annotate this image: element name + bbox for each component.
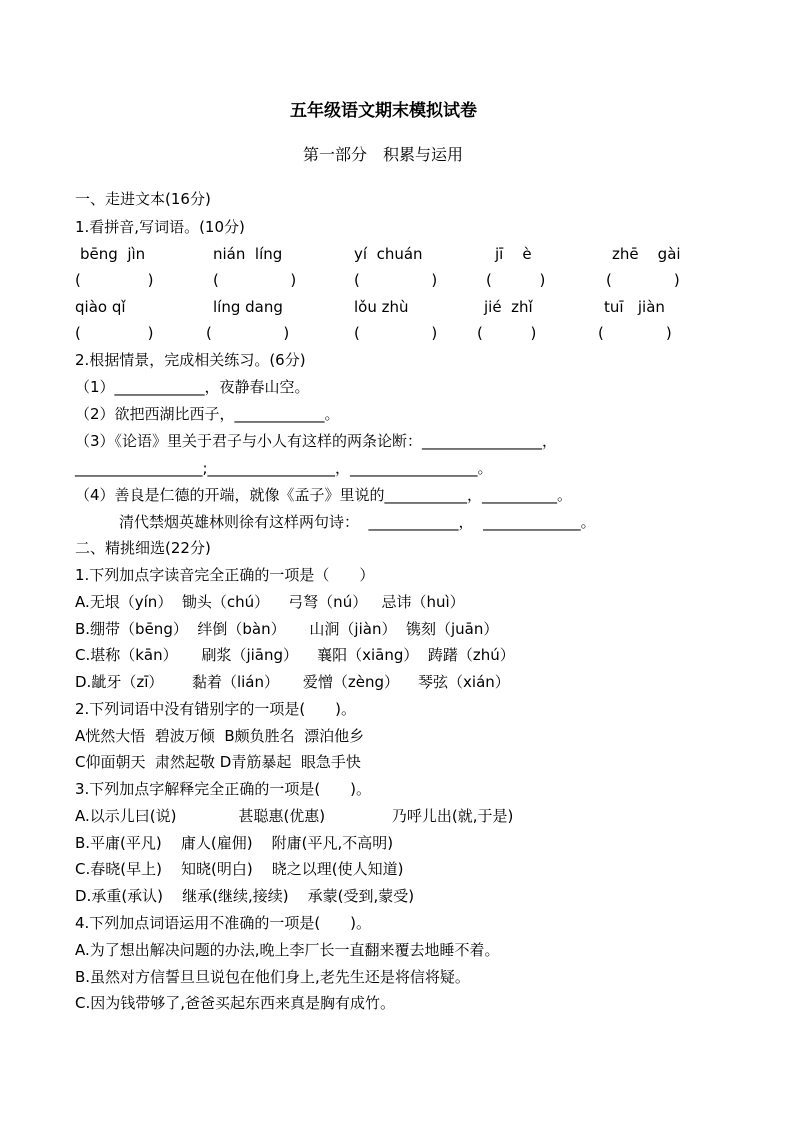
answer-blank-8[interactable]: ( ) — [354, 324, 438, 342]
pinyin-9: jié zhǐ — [484, 298, 533, 316]
option-2-1-d[interactable]: D.龇牙（zī） 黏着（lián） 爱憎（zèng） 琴弦（xián） — [75, 673, 510, 691]
pinyin-4: jī è — [495, 245, 532, 263]
question-1-2-3a[interactable]: （3）《论语》里关于君子与小人有这样的两条论断：________________， — [75, 432, 558, 450]
question-1-2: 2.根据情景，完成相关练习。(6分) — [75, 351, 306, 369]
question-1-2-4b[interactable]: 清代禁烟英雄林则徐有这样两句诗： ____________， _____________。 — [119, 513, 596, 531]
option-2-2-cd[interactable]: C仰面朝天 肃然起敬 D青筋暴起 眼急手快 — [75, 753, 361, 771]
question-1-2-2[interactable]: （2）欲把西湖比西子，____________。 — [75, 405, 340, 423]
section-1-heading: 一、走进文本(16分) — [75, 190, 211, 208]
option-2-2-ab[interactable]: A恍然大悟 碧波万倾 B颇负胜名 漂泊他乡 — [75, 727, 365, 745]
answer-blank-7[interactable]: ( ) — [206, 324, 290, 342]
pinyin-8: lǒu zhù — [354, 298, 409, 316]
question-2-3: 3.下列加点字解释完全正确的一项是( )。 — [75, 780, 372, 798]
answer-blank-9[interactable]: ( ) — [477, 324, 537, 342]
option-2-4-c[interactable]: C.因为钱带够了,爸爸买起东西来真是胸有成竹。 — [75, 994, 396, 1012]
question-2-4: 4.下列加点词语运用不准确的一项是( )。 — [75, 914, 372, 932]
answer-blank-1[interactable]: ( ) — [75, 271, 154, 289]
answer-blank-4[interactable]: ( ) — [486, 271, 546, 289]
page-title: 五年级语文期末模拟试卷 — [290, 101, 477, 121]
option-2-3-d[interactable]: D.承重(承认) 继承(继续,接续) 承蒙(受到,蒙受) — [75, 887, 415, 905]
pinyin-5: zhē gài — [612, 245, 681, 263]
question-1-2-1[interactable]: （1）____________，夜静春山空。 — [75, 378, 310, 396]
option-2-3-c[interactable]: C.春晓(早上) 知晓(明白) 晓之以理(使人知道) — [75, 860, 404, 878]
option-2-4-a[interactable]: A.为了想出解决问题的办法,晚上李厂长一直翻来覆去地睡不着。 — [75, 941, 500, 959]
option-2-3-a[interactable]: A.以示儿曰(说) 甚聪惠(优惠) 乃呼儿出(就,于是) — [75, 807, 514, 825]
part-heading: 第一部分 积累与运用 — [303, 145, 464, 164]
answer-blank-2[interactable]: ( ) — [213, 271, 297, 289]
answer-blank-3[interactable]: ( ) — [354, 271, 438, 289]
pinyin-7: líng dang — [213, 298, 283, 316]
pinyin-1: bēng jìn — [80, 245, 146, 263]
question-1-2-3b[interactable]: _________________;_________________，_________________。 — [75, 459, 493, 477]
pinyin-10: tuī jiàn — [604, 298, 665, 316]
pinyin-6: qiào qǐ — [75, 298, 126, 316]
question-2-2: 2.下列词语中没有错别字的一项是( )。 — [75, 700, 357, 718]
answer-blank-6[interactable]: ( ) — [75, 324, 154, 342]
answer-blank-5[interactable]: ( ) — [606, 271, 680, 289]
option-2-4-b[interactable]: B.虽然对方信誓旦旦说包在他们身上,老先生还是将信将疑。 — [75, 968, 470, 986]
section-2-heading: 二、精挑细选(22分) — [75, 539, 211, 557]
pinyin-2: nián líng — [213, 245, 283, 263]
pinyin-3: yí chuán — [354, 245, 423, 263]
question-2-1: 1.下列加点字读音完全正确的一项是（ ） — [75, 566, 375, 584]
option-2-1-a[interactable]: A.无垠（yín） 锄头（chú） 弓弩（nú） 忌讳（huì） — [75, 593, 465, 611]
answer-blank-10[interactable]: ( ) — [598, 324, 672, 342]
question-1-2-4a[interactable]: （4）善良是仁德的开端，就像《孟子》里说的___________，__________。 — [75, 486, 573, 504]
option-2-1-c[interactable]: C.堪称（kān） 刷浆（jiāng） 襄阳（xiāng） 踌躇（zhú） — [75, 646, 515, 664]
question-1-1: 1.看拼音,写词语。(10分) — [75, 218, 245, 236]
option-2-1-b[interactable]: B.绷带（bēng） 绊倒（bàn） 山涧（jiàn） 镌刻（juān） — [75, 620, 499, 638]
option-2-3-b[interactable]: B.平庸(平凡) 庸人(雇佣) 附庸(平凡,不高明) — [75, 834, 394, 852]
